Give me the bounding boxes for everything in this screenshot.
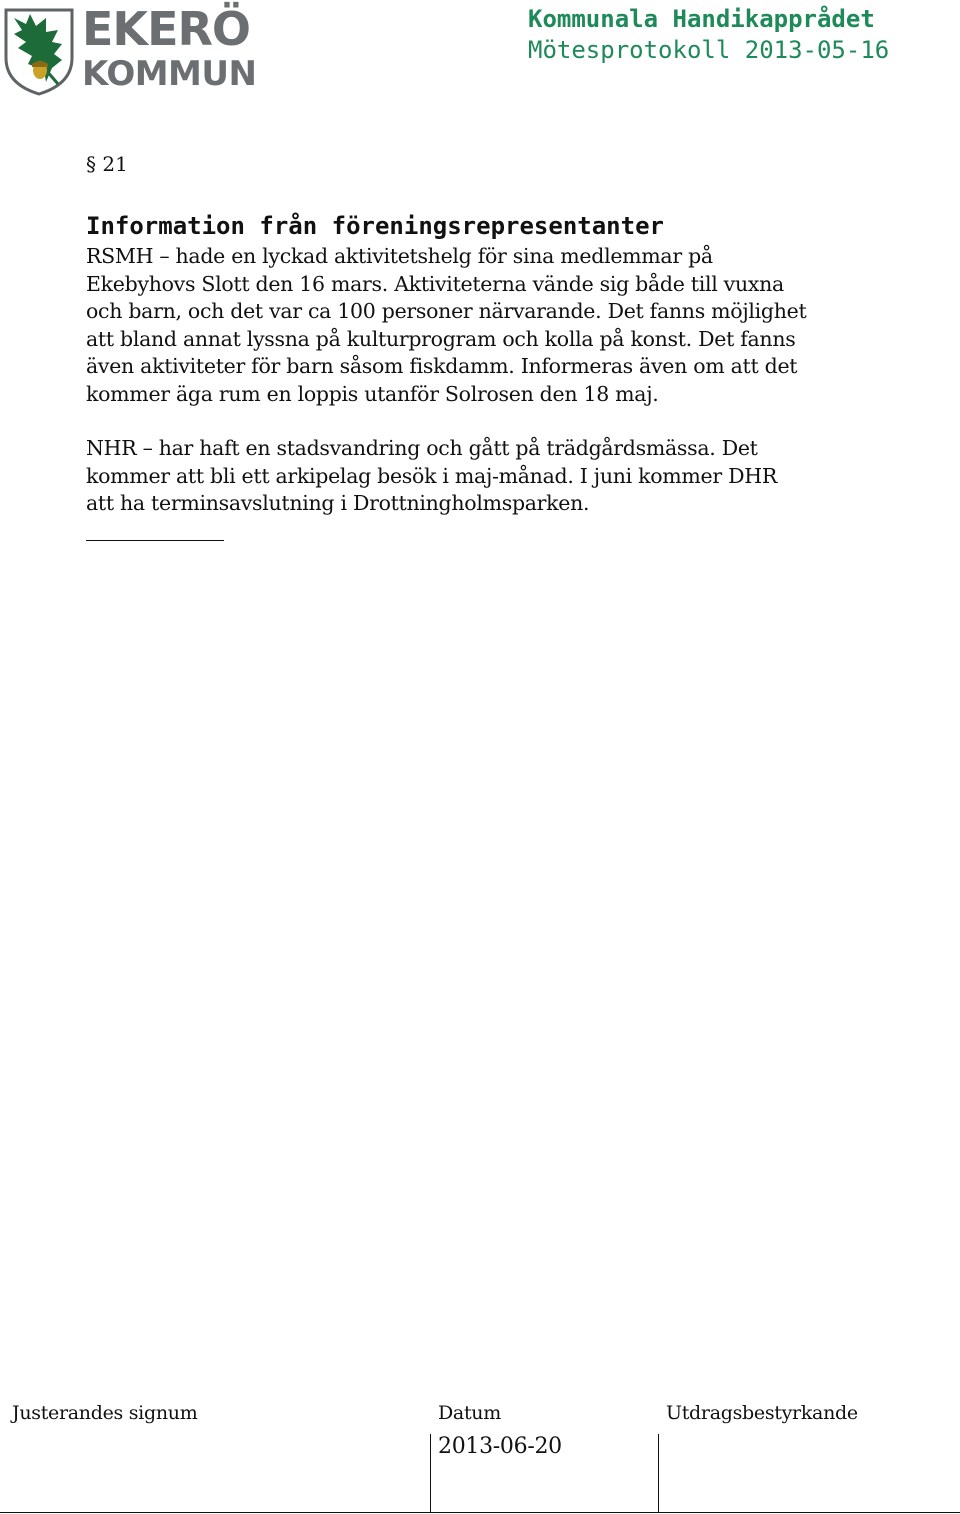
header-subtitle: Mötesprotokoll 2013-05-16 <box>528 36 890 64</box>
paragraph-line: att ha terminsavslutning i Drottningholmsparken. <box>86 491 590 515</box>
footer-justerandes-signum: Justerandes signum <box>12 1402 198 1424</box>
paragraph-line: NHR – har haft en stadsvandring och gått på trädgårdsmässa. Det <box>86 436 758 460</box>
paragraph-rsmh <box>86 243 886 408</box>
paragraph-line: även aktiviteter för barn såsom fiskdamm. Informeras även om att det <box>86 354 798 378</box>
paragraph-line: att bland annat lyssna på kulturprogram och kolla på konst. Det fanns <box>86 326 796 351</box>
paragraph-line: kommer att bli ett arkipelag besök i maj-månad. I juni kommer DHR <box>86 463 777 488</box>
section-end-rule <box>86 540 224 541</box>
section-heading: Information från föreningsrepresentanter <box>86 212 664 240</box>
oak-leaf-acorn-shield-icon <box>0 0 78 96</box>
paragraph-nhr <box>86 435 886 518</box>
footer-datum-label: Datum <box>438 1402 501 1424</box>
paragraph-line: kommer äga rum en loppis utanför Solrosen den 18 maj. <box>86 381 659 406</box>
header-title: Kommunala Handikapprådet <box>528 5 875 33</box>
paragraph-line: RSMH – hade en lyckad aktivitetshelg för sina medlemmar på <box>86 244 713 268</box>
footer-datum-value: 2013-06-20 <box>438 1434 562 1459</box>
footer-divider <box>658 1434 659 1512</box>
logo-text-kommun: KOMMUN <box>82 54 257 94</box>
footer-bottom-rule <box>0 1512 960 1513</box>
paragraph-line: och barn, och det var ca 100 personer närvarande. Det fanns möjlighet <box>86 299 807 323</box>
document-header <box>528 4 889 66</box>
logo-text-ekero: EKERÖ <box>82 2 251 56</box>
paragraph-number: § 21 <box>86 152 128 176</box>
footer-divider <box>430 1434 431 1512</box>
footer-utdragsbestyrkande: Utdragsbestyrkande <box>666 1402 858 1424</box>
ekero-kommun-logo <box>0 0 260 100</box>
paragraph-line: Ekebyhovs Slott den 16 mars. Aktiviteterna vände sig både till vuxna <box>86 271 784 296</box>
